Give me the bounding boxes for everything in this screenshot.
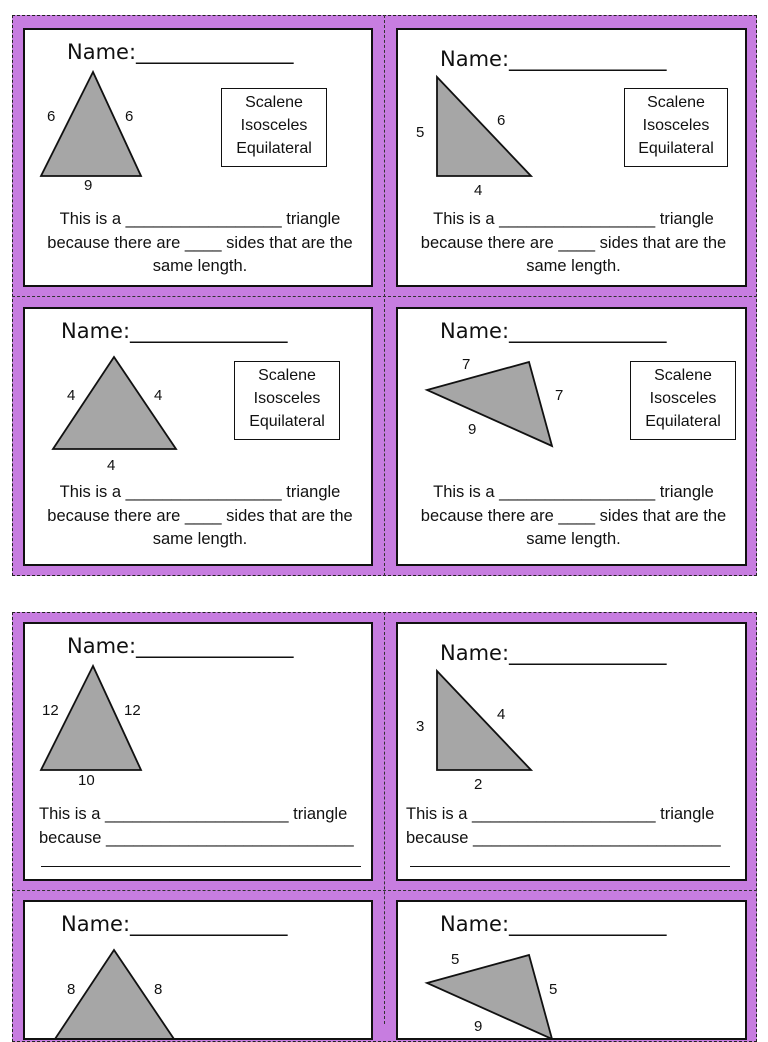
triangle-type-choices [221,88,327,167]
choice-isosceles: Isosceles [649,390,717,407]
answer-sentence [398,208,747,279]
triangle-type-choices [630,361,736,440]
side-label-top: 7 [462,356,471,373]
task-card-2 [396,28,747,287]
answer-blank-line [410,866,730,867]
task-card-8 [396,900,747,1040]
sentence-line-2: because ___________________________ [406,829,721,847]
side-label-right: 6 [125,108,134,125]
choice-equilateral: Equilateral [645,413,721,430]
side-label-bottom: 9 [468,421,477,438]
task-card-7 [23,900,373,1040]
name-prompt: Name:_______________ [67,40,294,64]
sentence-line-3: same length. [152,257,248,275]
answer-sentence [398,481,747,552]
side-label-left: 8 [67,981,76,998]
sentence-line-2: because there are ____ sides that are the [420,233,727,252]
side-label-left: 5 [416,124,425,141]
side-label-right: 12 [124,702,141,719]
answer-sentence [25,481,373,552]
sentence-line-3: same length. [152,530,248,548]
choice-isosceles: Isosceles [253,390,321,407]
side-label-bottom: 10 [78,772,95,789]
triangle-type-choices [624,88,728,167]
side-label-bottom: 2 [474,776,483,793]
side-label-right: 4 [154,387,163,404]
cut-line-horizontal [12,890,757,891]
sentence-line-1: This is a ____________________ triangle [406,805,715,823]
choice-scalene: Scalene [258,367,316,384]
side-label-bottom: 9 [84,177,93,194]
side-label-left: 3 [416,718,425,735]
choice-scalene: Scalene [647,94,705,111]
name-prompt: Name:_______________ [61,319,288,343]
sentence-line-2: because there are ____ sides that are the [47,506,353,525]
cut-line-horizontal [12,296,757,297]
sentence-line-2: because there are ____ sides that are the [47,233,353,252]
task-card-3 [23,307,373,566]
choice-scalene: Scalene [245,94,303,111]
side-label-left: 4 [67,387,76,404]
answer-sentence [406,802,721,850]
triangle-type-choices [234,361,340,440]
sentence-line-1: This is a _________________ triangle [59,210,341,228]
sentence-line-2: because ___________________________ [39,829,354,847]
choice-scalene: Scalene [654,367,712,384]
task-card-6 [396,622,747,881]
answer-blank-line [41,866,361,867]
side-label-top: 5 [451,951,460,968]
name-prompt: Name:_______________ [440,912,667,936]
task-card-1 [23,28,373,287]
side-label-right: 8 [154,981,163,998]
name-prompt: Name:_______________ [440,641,667,665]
sentence-line-3: same length. [526,257,621,275]
choice-isosceles: Isosceles [642,117,710,134]
choice-equilateral: Equilateral [638,140,714,157]
side-label-right: 4 [497,706,506,723]
side-label-left: 12 [42,702,59,719]
answer-sentence [39,802,354,850]
choice-isosceles: Isosceles [240,117,308,134]
sentence-line-2: because there are ____ sides that are the [420,506,727,525]
side-label-right: 7 [555,387,564,404]
triangle-shape [398,902,747,1040]
triangle-shape [25,902,373,1040]
name-prompt: Name:_______________ [67,634,294,658]
sentence-line-1: This is a _________________ triangle [433,483,714,501]
side-label-right: 6 [497,112,506,129]
side-label-right: 5 [549,981,558,998]
answer-sentence [25,208,373,279]
choice-equilateral: Equilateral [236,140,312,157]
sentence-line-3: same length. [526,530,621,548]
name-prompt: Name:_______________ [440,319,667,343]
choice-equilateral: Equilateral [249,413,325,430]
sentence-line-1: This is a ____________________ triangle [39,805,348,823]
cut-line-vertical [384,612,385,1024]
side-label-bottom: 4 [107,457,116,474]
side-label-left: 6 [47,108,56,125]
task-card-4 [396,307,747,566]
name-prompt: Name:_______________ [61,912,288,936]
sentence-line-1: This is a _________________ triangle [59,483,341,501]
name-prompt: Name:_______________ [440,47,667,71]
sentence-line-1: This is a _________________ triangle [433,210,714,228]
side-label-bottom: 4 [474,182,483,199]
task-card-5 [23,622,373,881]
side-label-bottom: 9 [474,1018,483,1035]
